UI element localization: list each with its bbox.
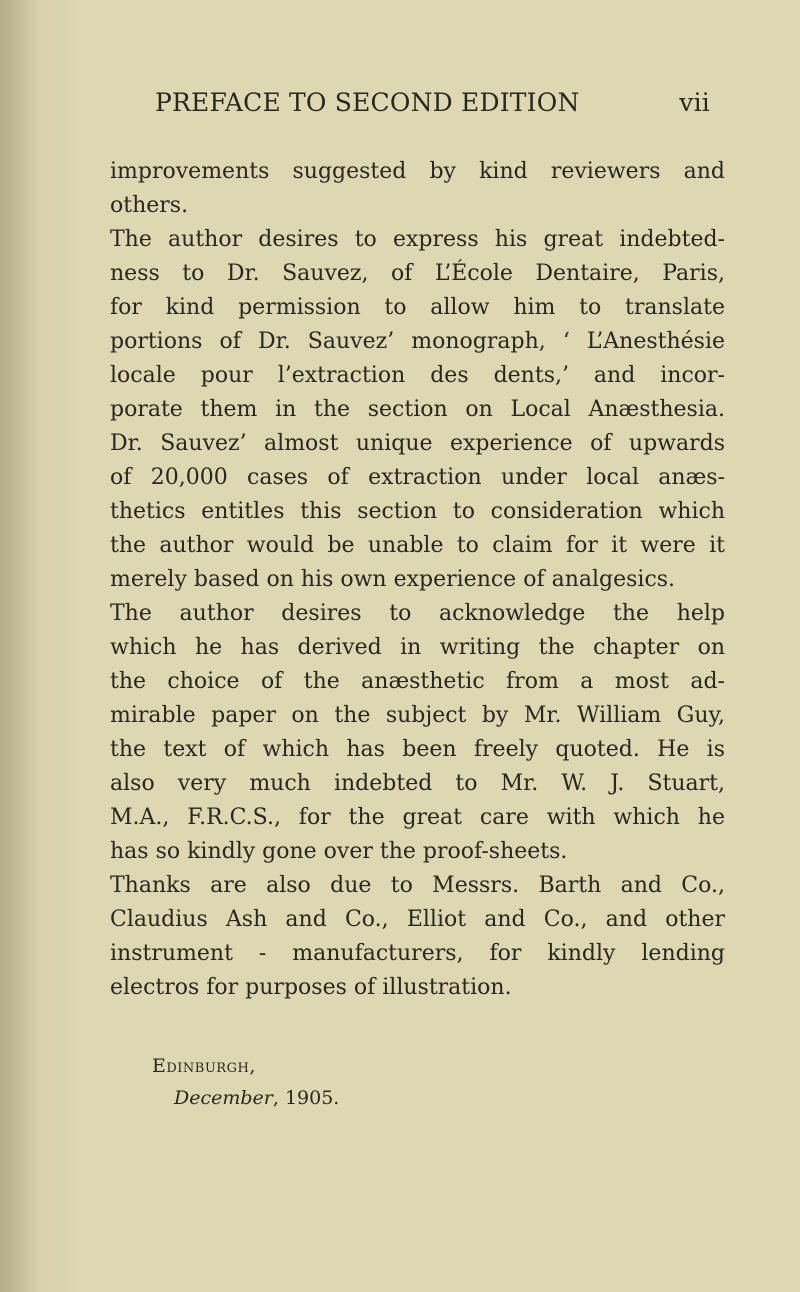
- text-line: improvements suggested by kind reviewers and: [110, 159, 725, 184]
- page-number: vii: [679, 88, 710, 117]
- text-line: has so kindly gone over the proof-sheets.: [110, 839, 568, 864]
- running-title: PREFACE TO SECOND EDITION: [155, 88, 580, 117]
- running-header: [155, 88, 710, 128]
- spine-shadow: [0, 0, 40, 1292]
- text-line: M.A., F.R.C.S., for the great care with which he: [110, 805, 725, 830]
- signature-place: Edinburgh,: [152, 1055, 256, 1077]
- signature-block: [152, 1050, 339, 1114]
- text-line: the choice of the anæsthetic from a most ad-: [110, 669, 725, 694]
- text-line: porate them in the section on Local Anæsthesia.: [110, 397, 725, 422]
- signature-year: , 1905.: [272, 1087, 340, 1109]
- text-line: others.: [110, 193, 189, 218]
- text-line: Thanks are also due to Messrs. Barth and Co.,: [110, 873, 725, 898]
- text-line: thetics entitles this section to consideration which: [110, 499, 725, 524]
- text-line: locale pour l’extraction des dents,’ and incor-: [110, 363, 725, 388]
- text-line: merely based on his own experience of analgesics.: [110, 567, 676, 592]
- text-line: ness to Dr. Sauvez, of L’École Dentaire, Paris,: [110, 261, 725, 286]
- text-line: also very much indebted to Mr. W. J. Stuart,: [110, 771, 725, 796]
- signature-date: [152, 1082, 339, 1114]
- signature-month: December: [174, 1087, 273, 1109]
- preface-body: [110, 155, 725, 1005]
- text-line: The author desires to acknowledge the help: [110, 601, 725, 626]
- text-line: Dr. Sauvez’ almost unique experience of upwards: [110, 431, 725, 456]
- text-line: of 20,000 cases of extraction under local anæs-: [110, 465, 725, 490]
- text-line: which he has derived in writing the chapter on: [110, 635, 725, 660]
- text-line: the text of which has been freely quoted. He is: [110, 737, 725, 762]
- text-line: mirable paper on the subject by Mr. William Guy,: [110, 703, 725, 728]
- text-line: electros for purposes of illustration.: [110, 975, 512, 1000]
- text-line: The author desires to express his great indebted-: [110, 227, 725, 252]
- text-line: instrument - manufacturers, for kindly lending: [110, 941, 725, 966]
- text-line: portions of Dr. Sauvez’ monograph, ‘ L’Anesthésie: [110, 329, 725, 354]
- text-line: the author would be unable to claim for it were it: [110, 533, 725, 558]
- text-line: for kind permission to allow him to translate: [110, 295, 725, 320]
- text-line: Claudius Ash and Co., Elliot and Co., and other: [110, 907, 725, 932]
